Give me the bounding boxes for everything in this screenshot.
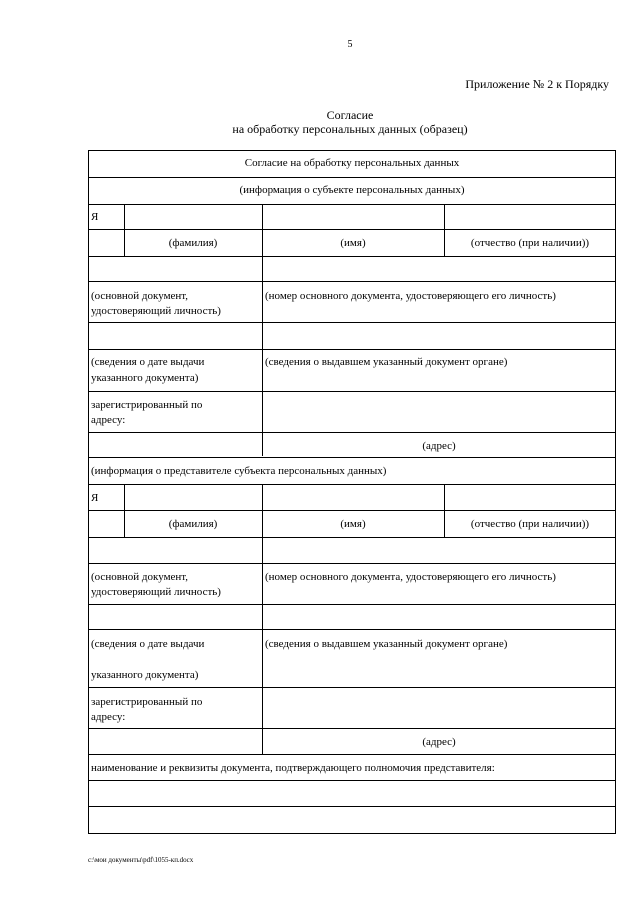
- table-border-left: [88, 150, 89, 834]
- form-heading: Согласие на обработку персональных данных: [244, 157, 460, 169]
- authority-document-caption: наименование и реквизиты документа, подтверждающего полномочия представителя:: [91, 762, 495, 774]
- table-line: [88, 204, 616, 205]
- patronymic-caption: (отчество (при наличии)): [470, 237, 590, 249]
- issue-date-caption-2: указанного документа): [91, 372, 199, 384]
- document-title: Согласие: [326, 108, 374, 122]
- document-number-caption: (номер основного документа, удостоверяющего его личность): [265, 290, 556, 302]
- table-line: [88, 754, 616, 755]
- surname-caption-representative: (фамилия): [168, 518, 218, 530]
- registered-caption: зарегистрированный по: [91, 399, 203, 411]
- table-border-right: [615, 150, 616, 834]
- table-line: [88, 281, 616, 282]
- main-document-caption-2-representative: удостоверяющий личность): [91, 586, 221, 598]
- consent-form-table: [88, 150, 616, 834]
- table-line: [262, 537, 263, 754]
- table-line: [88, 728, 616, 729]
- table-line: [88, 322, 616, 323]
- subject-section-label: (информация о субъекте персональных данных): [239, 184, 465, 196]
- table-line: [88, 484, 616, 485]
- issue-date-caption-representative: (сведения о дате выдачи: [91, 638, 205, 650]
- issuer-caption-representative: (сведения о выдавшем указанный документ органе): [265, 638, 508, 650]
- table-border-top: [88, 150, 616, 151]
- page-number: 5: [347, 39, 353, 50]
- table-line: [88, 780, 616, 781]
- address-caption-representative: (адрес): [422, 736, 456, 748]
- table-line: [88, 457, 616, 458]
- table-line: [88, 604, 616, 605]
- registered-caption-representative: зарегистрированный по: [91, 696, 203, 708]
- issuer-caption: (сведения о выдавшем указанный документ органе): [265, 356, 508, 368]
- table-line: [88, 432, 616, 433]
- main-document-caption-2: удостоверяющий личность): [91, 305, 221, 317]
- table-line: [88, 629, 616, 630]
- table-line: [88, 806, 616, 807]
- surname-caption: (фамилия): [168, 237, 218, 249]
- table-border-bottom: [88, 833, 616, 834]
- address-caption: (адрес): [422, 440, 456, 452]
- main-document-caption-representative: (основной документ,: [91, 571, 189, 583]
- table-line: [88, 687, 616, 688]
- representative-section-label: (информация о представителе субъекта персональных данных): [91, 465, 387, 477]
- document-number-caption-representative: (номер основного документа, удостоверяющего его личность): [265, 571, 556, 583]
- name-caption-representative: (имя): [340, 518, 366, 530]
- registered-caption-2-representative: адресу:: [91, 711, 126, 723]
- table-line: [88, 349, 616, 350]
- issue-date-caption-2-representative: указанного документа): [91, 669, 199, 681]
- table-line: [88, 563, 616, 564]
- patronymic-caption-representative: (отчество (при наличии)): [470, 518, 590, 530]
- table-line: [88, 537, 616, 538]
- table-line: [262, 256, 263, 456]
- ya-label: Я: [91, 211, 99, 223]
- document-subtitle: на обработку персональных данных (образец): [232, 122, 468, 136]
- registered-caption-2: адресу:: [91, 414, 126, 426]
- ya-label-representative: Я: [91, 492, 99, 504]
- appendix-label: Приложение № 2 к Порядку: [465, 77, 609, 91]
- file-path-footer: c:\мои документы\pdf\1055-кп.docx: [88, 856, 194, 864]
- table-line: [88, 391, 616, 392]
- name-caption: (имя): [340, 237, 366, 249]
- main-document-caption: (основной документ,: [91, 290, 189, 302]
- table-line: [88, 510, 616, 511]
- table-line: [88, 229, 616, 230]
- issue-date-caption: (сведения о дате выдачи: [91, 356, 205, 368]
- table-line: [88, 177, 616, 178]
- table-line: [88, 256, 616, 257]
